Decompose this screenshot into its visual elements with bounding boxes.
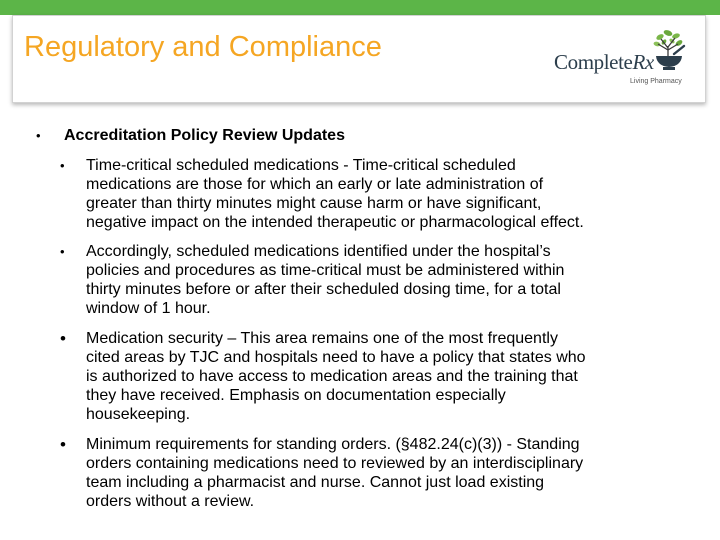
list-item-text: Medication security – This area remains one of the most frequently cited areas by TJC and hospitals need to have a policy that states who is authorized to have access to medication areas and the training that they have received. Emphasis on documentation especially housekeeping. — [86, 330, 586, 423]
slide-title: Regulatory and Compliance — [24, 31, 382, 63]
bullet-marker: • — [60, 158, 65, 173]
logo-tagline: Living Pharmacy — [630, 78, 682, 85]
section-heading: Accreditation Policy Review Updates — [64, 127, 345, 144]
bullet-marker: • — [60, 329, 66, 348]
bullet-marker: • — [36, 128, 41, 143]
logo-name-rx: Rx — [632, 50, 654, 74]
list-item-text: Minimum requirements for standing orders. (§482.24(c)(3)) - Standing orders containing medications need to reviewed by an interdisciplinary team including a pharmacist and nurse. Cannot just load existing orders without a review. — [86, 436, 584, 510]
list-item — [60, 242, 700, 318]
list-item — [60, 435, 700, 511]
logo-name-main: Complete — [554, 50, 633, 74]
list-item — [60, 156, 700, 232]
list-item-text: Accordingly, scheduled medications identified under the hospital’s policies and procedures as time-critical must be administered within thirty minutes before or after their scheduled dosing time, for a total window of 1 hour. — [86, 243, 565, 317]
bullet-marker: • — [60, 435, 66, 454]
list-item-text: Time-critical scheduled medications - Time-critical scheduled medications are those for which an early or late administration of greater than thirty minutes might cause harm or have significant, negative impact on the intended therapeutic or pharmacological effect. — [86, 157, 584, 231]
bullet-marker: • — [60, 244, 65, 259]
list-item — [60, 329, 700, 424]
